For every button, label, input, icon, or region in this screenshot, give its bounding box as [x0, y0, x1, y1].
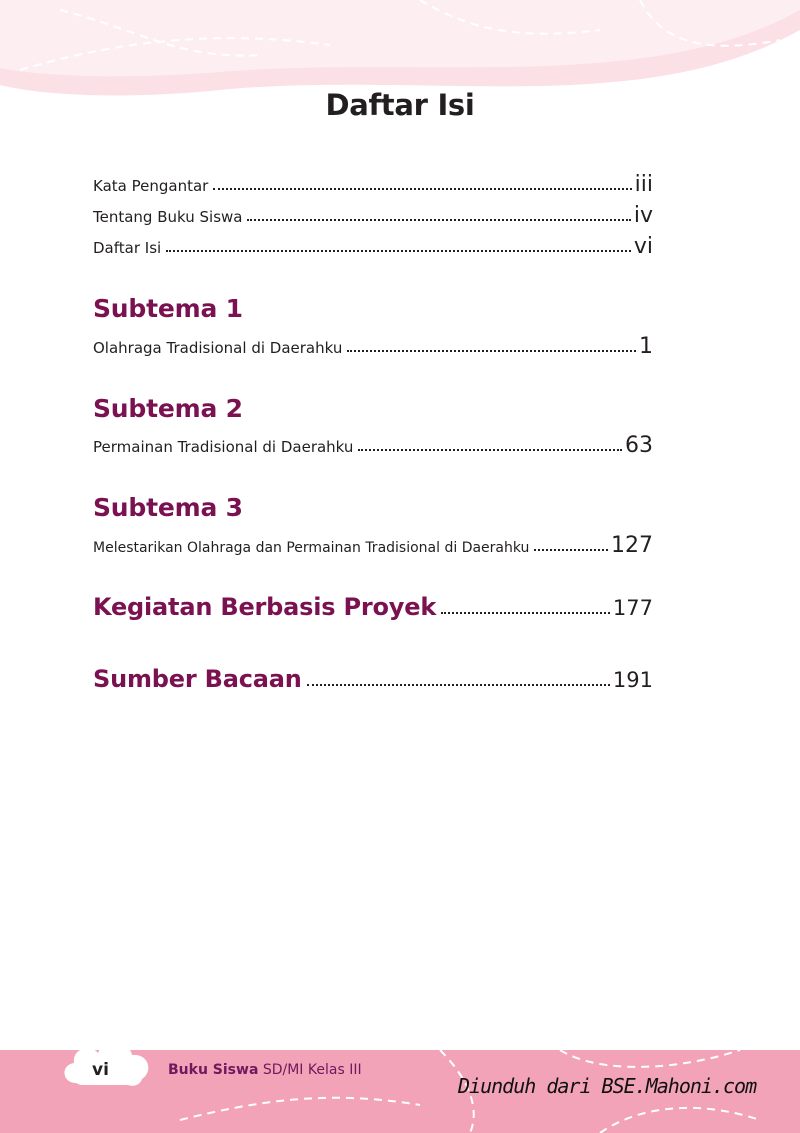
toc-entry-page: 177 [612, 596, 653, 620]
toc-entry-tentang-buku-siswa[interactable] [93, 203, 653, 228]
toc-entry-page: iii [634, 172, 653, 197]
toc-entry-subtema-1[interactable] [93, 334, 653, 359]
toc-entry-page: 127 [611, 533, 653, 558]
dot-leader [534, 549, 608, 551]
footer-book-title-bold: Buku Siswa [168, 1062, 259, 1078]
toc-entry-label: Olahraga Tradisional di Daerahku [93, 339, 343, 357]
toc-entry-label: Tentang Buku Siswa [93, 208, 243, 226]
toc-entry-subtema-2[interactable] [93, 433, 653, 458]
dot-leader [358, 449, 622, 451]
footer-page-number: vi [92, 1060, 109, 1080]
footer-book-title-rest: SD/MI Kelas III [262, 1062, 362, 1078]
toc-entry-page: iv [633, 203, 653, 228]
toc-entry-label: Sumber Bacaan [93, 665, 302, 693]
toc-entry-label: Permainan Tradisional di Daerahku [93, 438, 354, 456]
toc-entry-label: Daftar Isi [93, 239, 162, 257]
dot-leader [213, 188, 631, 190]
toc-entry-daftar-isi[interactable] [93, 234, 653, 259]
footer-book-title [168, 1062, 362, 1078]
page-title: Daftar Isi [325, 88, 475, 122]
dot-leader [166, 250, 631, 252]
dot-leader [247, 219, 630, 221]
dot-leader [347, 350, 636, 352]
toc-entry-sumber-bacaan[interactable] [93, 665, 653, 693]
toc-entry-label: Kegiatan Berbasis Proyek [93, 593, 437, 621]
toc-entry-subtema-3[interactable] [93, 533, 653, 558]
subtema-2-heading: Subtema 2 [93, 394, 243, 423]
dot-leader [307, 684, 610, 686]
toc-entry-page: 1 [639, 334, 653, 359]
dot-leader [441, 612, 610, 614]
subtema-1-heading: Subtema 1 [93, 294, 243, 323]
toc-entry-label: Melestarikan Olahraga dan Permainan Tradisional di Daerahku [93, 540, 530, 556]
toc-entry-page: vi [633, 234, 653, 259]
download-watermark: Diunduh dari BSE.Mahoni.com [458, 1074, 757, 1098]
toc-entry-page: 63 [625, 433, 653, 458]
toc-entry-page: 191 [612, 668, 653, 692]
toc-entry-label: Kata Pengantar [93, 177, 209, 195]
toc-entry-kata-pengantar[interactable] [93, 172, 653, 197]
subtema-3-heading: Subtema 3 [93, 493, 243, 522]
toc-entry-kegiatan-berbasis-proyek[interactable] [93, 593, 653, 621]
